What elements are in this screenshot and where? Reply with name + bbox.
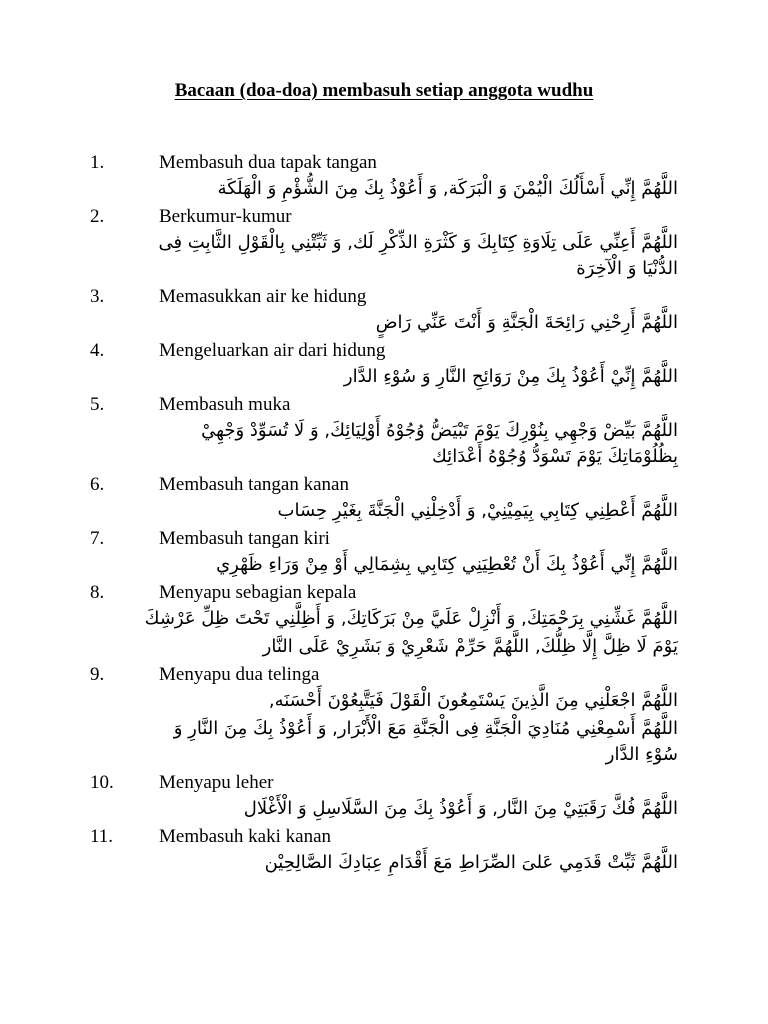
- list-item-11: [0, 824, 768, 878]
- item-number: 3.: [90, 286, 105, 307]
- item-label: Membasuh muka: [159, 394, 291, 415]
- list-item-10: [0, 770, 768, 824]
- item-number: 2.: [90, 206, 105, 227]
- arabic-prayer-continued: يَوْمَ لَا ظِلَّ إِلَّا ظِلُّكَ, اللَّهُمَّ حَرِّمْ شَعْرِيْ وَ بَشَرِيْ عَلَى النَّار: [262, 636, 678, 657]
- arabic-prayer: اللَّهُمَّ غَشِّنِي بِرَحْمَتِكَ, وَ أَنْزِلْ عَلَيَّ مِنْ بَرَكَاتِكَ, وَ أَظِلَّنِي تَحْتَ ظِلِّ عَرْشِكَ: [144, 608, 678, 629]
- list-item-3: [0, 284, 768, 338]
- item-number: 1.: [90, 152, 105, 173]
- arabic-prayer: اللَّهُمَّ بَيِّضْ وَجْهِي بِنُوْرِكَ يَوْمَ تَبْيَضُّ وُجُوْهُ أَوْلِيَائِكَ, وَ لَا تُسَوِّدْ وَجْهِيْ بِظُلُوْمَاتِكَ يَوْمَ تَسْوَدُّ وُجُوْهُ أَعْدَائِك: [201, 420, 678, 467]
- arabic-prayer-continued: اللَّهُمَّ أَسْمِعْنِي مُنَادِيَ الْجَنَّةِ فِى الْجَنَّةِ مَعَ الْأَبْرَار, وَ أَعُوْذُ بِكَ مِنَ النَّارِ وَ سُوْءِ الدَّار: [173, 718, 678, 765]
- item-number: 9.: [90, 664, 105, 685]
- list-item-4: [0, 338, 768, 392]
- list-item-9: [0, 662, 768, 770]
- list-item-2: [0, 204, 768, 284]
- item-label: Menyapu leher: [159, 772, 274, 793]
- doa-list: [0, 150, 768, 878]
- item-label: Membasuh dua tapak tangan: [159, 152, 377, 173]
- arabic-prayer: اللَّهُمَّ فُكَّ رَقَبَتِيْ مِنَ النَّار, وَ أَعُوْذُ بِكَ مِنَ السَّلَاسِلِ وَ الْأَغْلَال: [243, 798, 678, 819]
- item-label: Membasuh tangan kanan: [159, 474, 349, 495]
- document-title: Bacaan (doa-doa) membasuh setiap anggota wudhu: [174, 80, 594, 101]
- item-label: Menyapu sebagian kepala: [159, 582, 357, 603]
- item-number: 11.: [90, 826, 114, 847]
- item-number: 10.: [90, 772, 114, 793]
- arabic-prayer: اللَّهُمَّ اجْعَلْنِي مِنَ الَّذِينَ يَسْتَمِعُونَ الْقَوْلَ فَيَتَّبِعُوْنَ أَحْسَنَه,: [268, 690, 678, 711]
- list-item-1: [0, 150, 768, 204]
- item-label: Menyapu dua telinga: [159, 664, 320, 685]
- list-item-8: [0, 580, 768, 662]
- item-number: 5.: [90, 394, 105, 415]
- list-item-5: [0, 392, 768, 472]
- item-label: Mengeluarkan air dari hidung: [159, 340, 386, 361]
- arabic-prayer: اللَّهُمَّ أَرِحْنِي رَائِحَةَ الْجَنَّةِ وَ أَنْتَ عَنِّي رَاضٍ: [375, 312, 678, 333]
- arabic-prayer: اللَّهُمَّ إِنِّي أَعُوْذُ بِكَ أَنْ تُعْطِيَنِي كِتَابِي بِشِمَالِي أَوْ مِنْ وَرَاءِ ظَهْرِي: [216, 554, 678, 575]
- item-label: Membasuh tangan kiri: [159, 528, 330, 549]
- item-number: 8.: [90, 582, 105, 603]
- arabic-prayer: اللَّهُمَّ أَعْطِنِي كِتَابِي بِيَمِيْنِيْ, وَ أَدْخِلْنِي الْجَنَّةَ بِغَيْرِ حِسَاب: [277, 500, 678, 521]
- item-number: 4.: [90, 340, 105, 361]
- arabic-prayer: اللَّهُمَّ إِنِّي أَسْأَلُكَ الْيُمْنَ وَ الْبَرَكَة, وَ أَعُوْذُ بِكَ مِنَ الشُّؤْمِ وَ الْهَلَكَة: [217, 178, 678, 199]
- item-label: Memasukkan air ke hidung: [159, 286, 367, 307]
- arabic-prayer: اللَّهُمَّ أَعِنِّي عَلَى تِلَاوَةِ كِتَابِكَ وَ كَثْرَةِ الذِّكْرِ لَك, وَ ثَبِّتْنِي بِالْقَوْلِ الثَّابِتِ فِى الدُّنْيَا وَ الْآخِرَة: [158, 232, 678, 279]
- item-label: Membasuh kaki kanan: [159, 826, 332, 847]
- list-item-7: [0, 526, 768, 580]
- arabic-prayer: اللَّهُمَّ ثَبِّتْ قَدَمِي عَلىَ الصِّرَاطِ مَعَ أَقْدَامِ عِبَادِكَ الصَّالِحِيْن: [264, 852, 678, 873]
- arabic-prayer: اللَّهُمَّ إِنِّيْ أَعُوْذُ بِكَ مِنْ رَوَائِحِ النَّارِ وَ سُوْءِ الدَّار: [343, 366, 678, 387]
- item-number: 7.: [90, 528, 105, 549]
- list-item-6: [0, 472, 768, 526]
- item-number: 6.: [90, 474, 105, 495]
- item-label: Berkumur-kumur: [159, 206, 292, 227]
